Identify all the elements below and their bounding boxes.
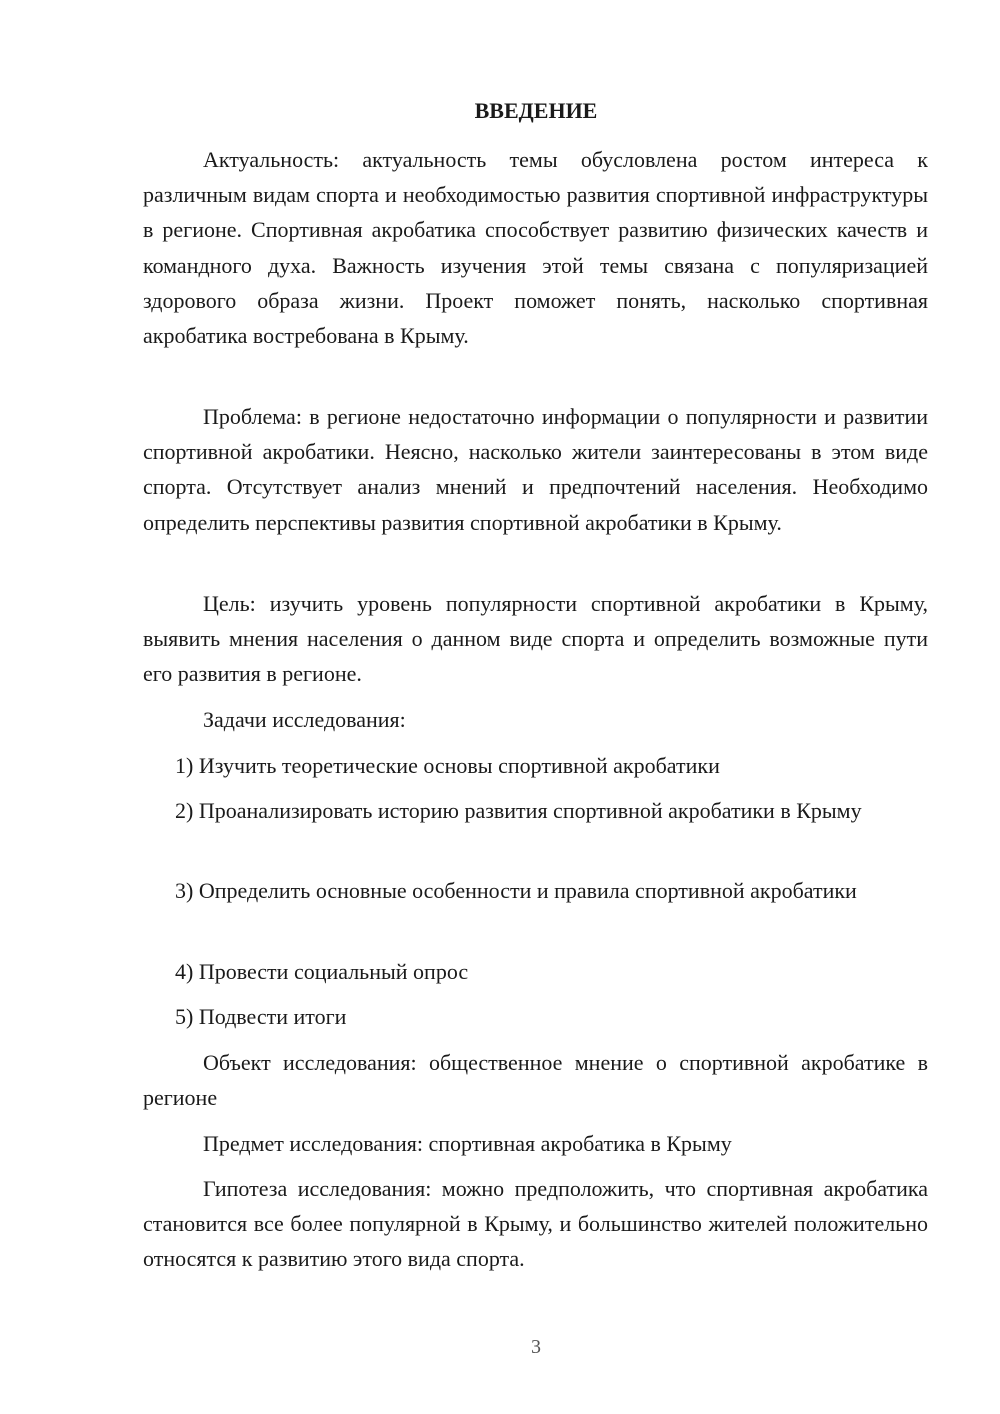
problem-paragraph: Проблема: в регионе недостаточно информации о популярности и развитии спортивной акробатики. Неясно, насколько жители заинтересованы в этом виде спорта. Отсутствует анализ мнений и предпочтений населения. Необходимо определить перспективы развития спортивной акробатики в Крыму. [143,404,928,535]
object-paragraph: Объект исследования: общественное мнение о спортивной акробатике в регионе [143,1050,928,1111]
relevance-paragraph: Актуальность: актуальность темы обусловлена ростом интереса к различным видам спорта и необходимостью развития спортивной инфраструктуры в регионе. Спортивная акробатика способствует развитию физических качеств и командного духа. Важность изучения этой темы связана с популяризацией здорового образа жизни. Проект поможет понять, насколько спортивная акробатика востребована в Крыму. [143,147,928,349]
task-item-2: 2) Проанализировать историю развития спортивной акробатики в Крыму [175,798,862,823]
task-item-3: 3) Определить основные особенности и правила спортивной акробатики [175,878,857,903]
page-title: ВВЕДЕНИЕ [474,98,598,123]
task-item-5: 5) Подвести итоги [175,1004,347,1029]
hypothesis-paragraph: Гипотеза исследования: можно предположить, что спортивная акробатика становится все более популярной в Крыму, и большинство жителей положительно относятся к развитию этого вида спорта. [143,1176,928,1272]
page-number: 3 [531,1336,541,1358]
goal-paragraph: Цель: изучить уровень популярности спортивной акробатики в Крыму, выявить мнения населения о данном виде спорта и определить возможные пути его развития в регионе. [143,591,928,687]
subject-paragraph: Предмет исследования: спортивная акробатика в Крыму [203,1131,732,1156]
task-item-1: 1) Изучить теоретические основы спортивной акробатики [175,753,720,778]
tasks-heading: Задачи исследования: [203,707,406,732]
task-item-4: 4) Провести социальный опрос [175,959,469,984]
